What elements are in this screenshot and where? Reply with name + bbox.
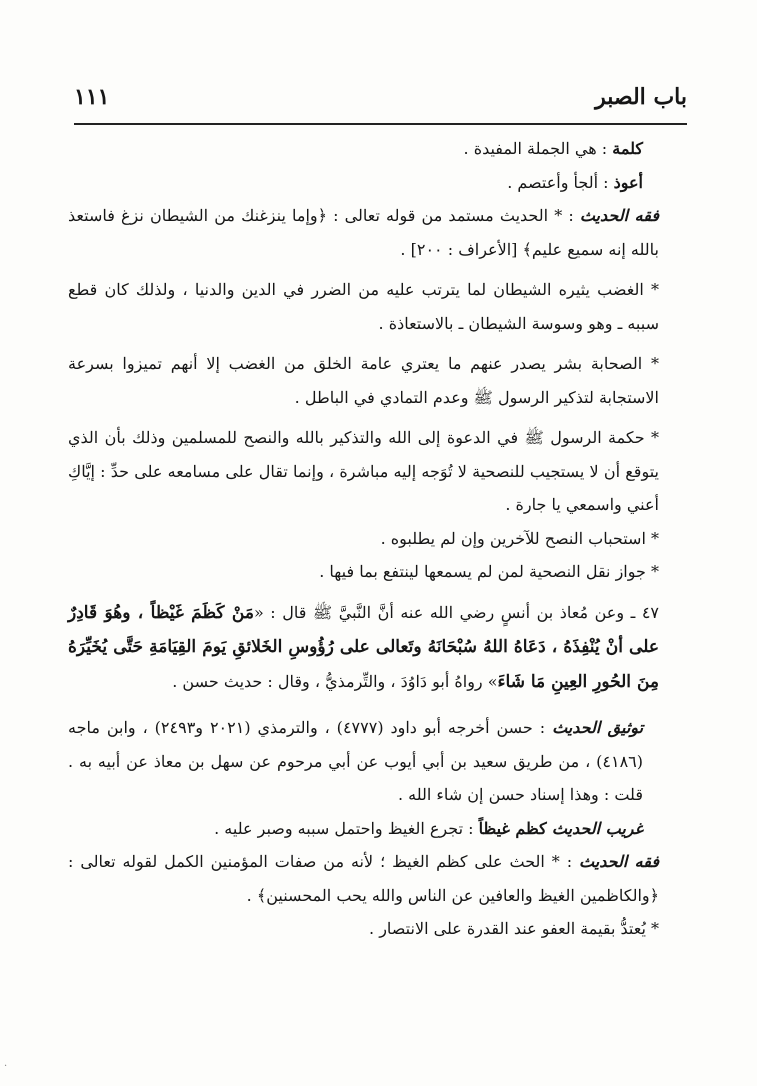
paragraph: * جواز نقل النصحية لمن لم يسمعها لينتفع بما فيها .	[319, 562, 659, 581]
paragraph-text: : حسن أخرجه أبو داود (٤٧٧٧) ، والترمذي (٢٠٢١ و٢٤٩٣) ، وابن ماجه (٤١٨٦) ، من طريق سعيد بن أبي أيوب عن أبي مرحوم عن سهل بن معاذ عن أبيه به . قلت : وهذا إسناد حسن إن شاء الله .	[68, 718, 644, 804]
hadith-47	[68, 596, 687, 700]
section-heading: فقه الحديث	[579, 206, 659, 225]
paragraph: * الصحابة بشر يصدر عنهم ما يعتري عامة الخلق من الغضب إلا أنهم تميزوا بسرعة الاستجابة لتذكير الرسول ﷺ وعدم التمادي في الباطل .	[68, 354, 659, 407]
term: كلمة	[612, 139, 643, 158]
fiqh-section-2	[68, 845, 687, 912]
definition-text: : ألجأ وأعتصم .	[507, 172, 609, 192]
paragraph-text: : * الحث على كظم الغيظ ؛ لأنه من صفات المؤمنين الكمل لقوله تعالى : ﴿والكاظمين الغيظ والعافين عن الناس والله يحب المحسنين﴾ .	[68, 852, 659, 905]
definition-text: : هي الجملة المفيدة .	[463, 139, 608, 158]
tawthiq-section	[68, 711, 687, 812]
chapter-title: باب الصبر	[595, 84, 687, 110]
section-heading: توثيق الحديث	[552, 718, 644, 737]
paragraph: * الغضب يثيره الشيطان لما يترتب عليه من الضرر في الدين والدنيا ، ولذلك كان قطع سببه ـ وهو وسوسة الشيطان ـ بالاستعاذة .	[68, 280, 660, 333]
definition-kalima	[68, 132, 687, 166]
paragraph: * حكمة الرسول ﷺ في الدعوة إلى الله والتذكير بالله والنصح للمسلمين وذلك بأن الذي يتوقع أن لا يستجيب للنصحية لا تُوَجه إليه مباشرة ، وإنما تقال على مسامعه على حدِّ : إيَّاكِ أعني واسمعي يا جارة .	[68, 428, 659, 514]
section-heading: غريب الحديث	[551, 818, 643, 838]
term: كظم غيظاً	[478, 818, 547, 838]
definition-aoudhu	[68, 166, 687, 200]
fiqh-section-1	[68, 199, 687, 266]
gharib-section	[68, 812, 687, 846]
hadith-outro: » رواهُ أبو دَاوُدَ ، والتِّرمذيُّ ، وقال : حديث حسن .	[172, 671, 498, 691]
hadith-intro: ٤٧ ـ وعن مُعاذ بن أنسٍ رضي الله عنه أنَّ النَّبيَّ ﷺ قال : «	[253, 602, 659, 622]
section-heading: فقه الحديث	[579, 852, 659, 871]
scan-speck: ·	[4, 1061, 8, 1072]
running-header	[74, 80, 687, 120]
header-rule	[74, 123, 687, 125]
page-number: ١١١	[74, 84, 110, 110]
paragraph: * يُعتدُّ بقيمة العفو عند القدرة على الانتصار .	[369, 919, 659, 938]
paragraph-text: : * الحديث مستمد من قوله تعالى : ﴿وإما ينزغنك من الشيطان نزغ فاستعذ بالله إنه سميع عليم﴾ [الأعراف : ٢٠٠] .	[68, 206, 659, 259]
hadith-text: مَنْ كَظَمَ غَيْظاً ، وهُوَ قَادِرٌ على أنْ يُنْفِذَهُ ، دَعَاهُ اللهُ سُبْحَانَهُ وتَعالى على رُؤُوسِ الخَلائقِ يَومَ القِيَامَةِ حَتَّى يُخَيِّرَهُ مِنَ الحُورِ العِينِ مَا شَاءَ	[68, 602, 659, 692]
term: أعوذ	[613, 172, 643, 192]
paragraph: * استحباب النصح للآخرين وإن لم يطلبوه .	[380, 528, 659, 548]
page-body	[68, 132, 687, 946]
paragraph-text: : تجرع الغيظ واحتمل سببه وصبر عليه .	[214, 818, 474, 838]
